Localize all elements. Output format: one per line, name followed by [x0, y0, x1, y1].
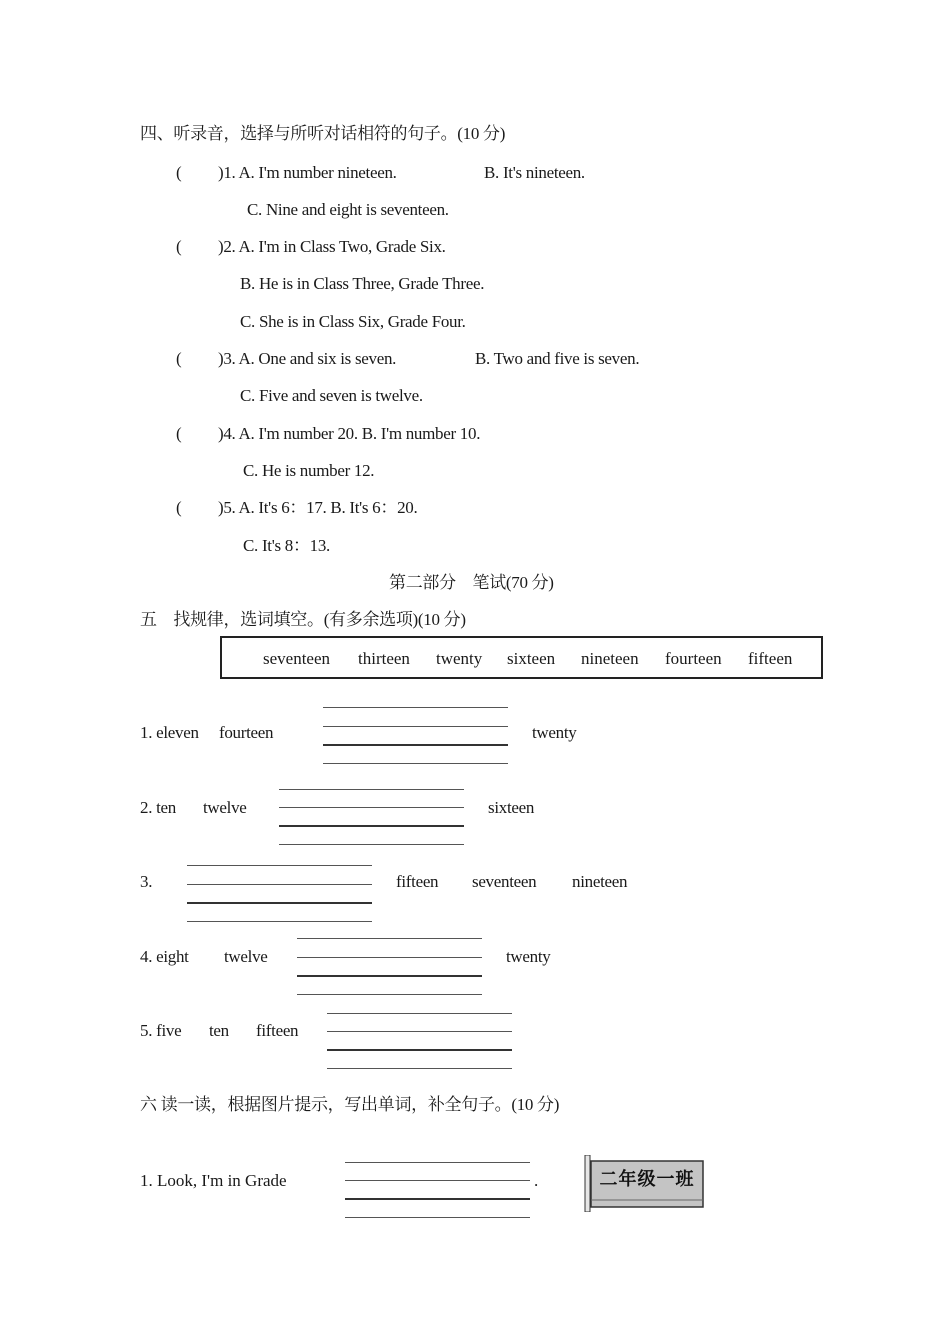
class-sign-image: [583, 1155, 705, 1212]
q4-paren: (: [176, 424, 182, 443]
s5-item5-word2: ten: [209, 1021, 229, 1040]
s5-item4-word2: twelve: [224, 947, 268, 966]
q4-option-c: C. He is number 12.: [243, 461, 375, 480]
word-bank-item: fifteen: [748, 649, 793, 668]
part-2-title: 第二部分 笔试(70 分): [389, 573, 554, 592]
s5-item2-word2: twelve: [203, 798, 247, 817]
q1-option-c: C. Nine and eight is seventeen.: [247, 200, 449, 219]
s5-item1-word1: 1. eleven: [140, 723, 199, 742]
q2-option-c: C. She is in Class Six, Grade Four.: [240, 312, 466, 331]
q2-option-b: B. He is in Class Three, Grade Three.: [240, 274, 485, 293]
q5-option-c: C. It's 8：13.: [243, 536, 331, 555]
q2-paren: (: [176, 237, 182, 256]
s5-item5-word3: fifteen: [256, 1021, 299, 1040]
q2-option-a: )2. A. I'm in Class Two, Grade Six.: [218, 237, 446, 256]
word-bank-item: sixteen: [507, 649, 556, 668]
s5-item2-word3: sixteen: [488, 798, 535, 817]
word-bank-item: nineteen: [581, 649, 639, 668]
word-bank-item: fourteen: [665, 649, 722, 668]
q5-option-ab: )5. A. It's 6：17. B. It's 6：20.: [218, 498, 418, 517]
section-6-heading: 六 读一读，根据图片提示，写出单词，补全句子。(10 分): [140, 1095, 560, 1114]
s5-item3-word2: fifteen: [396, 872, 439, 891]
q1-option-b: B. It's nineteen.: [484, 163, 585, 182]
s6-item1-period: .: [534, 1171, 538, 1190]
s6-item1-text: 1. Look, I'm in Grade: [140, 1171, 287, 1190]
q4-option-ab: )4. A. I'm number 20. B. I'm number 10.: [218, 424, 481, 443]
q3-option-b: B. Two and five is seven.: [475, 349, 640, 368]
s5-item1-word3: twenty: [532, 723, 577, 742]
s5-item3-word4: nineteen: [572, 872, 628, 891]
s5-item5-word1: 5. five: [140, 1021, 182, 1040]
q5-paren: (: [176, 498, 182, 517]
q3-option-a: )3. A. One and six is seven.: [218, 349, 397, 368]
s5-item4-word1: 4. eight: [140, 947, 189, 966]
q3-option-c: C. Five and seven is twelve.: [240, 386, 423, 405]
class-sign-text: 二年级一班: [599, 1169, 695, 1190]
section-4-heading: 四、听录音，选择与所听对话相符的句子。(10 分): [140, 124, 506, 143]
s5-item2-word1: 2. ten: [140, 798, 176, 817]
s5-item3-number: 3.: [140, 872, 153, 891]
q1-option-a: )1. A. I'm number nineteen.: [218, 163, 397, 182]
s5-item3-word3: seventeen: [472, 872, 537, 891]
word-bank-item: twenty: [436, 649, 483, 668]
s5-item4-word3: twenty: [506, 947, 551, 966]
q3-paren: (: [176, 349, 182, 368]
word-bank-item: thirteen: [358, 649, 410, 668]
s5-item1-word2: fourteen: [219, 723, 274, 742]
section-5-heading: 五 找规律，选词填空。(有多余选项)(10 分): [140, 610, 466, 629]
word-bank-item: seventeen: [263, 649, 331, 668]
q1-paren: (: [176, 163, 182, 182]
word-bank: [220, 636, 823, 679]
